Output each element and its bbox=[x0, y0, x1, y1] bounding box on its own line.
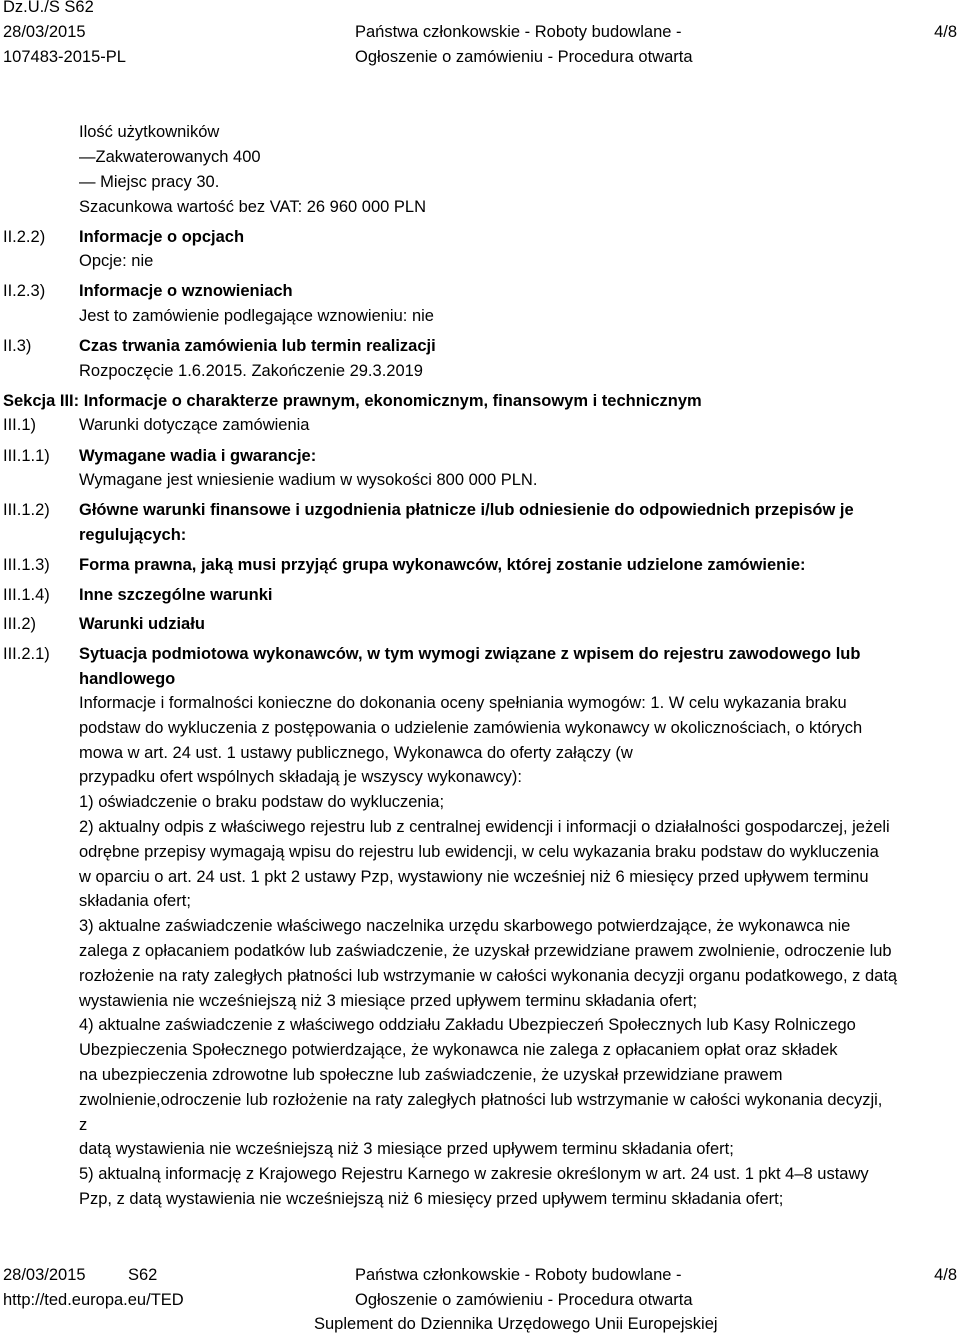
footer-url[interactable]: http://ted.europa.eu/TED bbox=[3, 1291, 184, 1309]
estimated-value: Szacunkowa wartość bez VAT: 26 960 000 PLN bbox=[79, 198, 426, 216]
section-title: Czas trwania zamówienia lub termin realizacji bbox=[79, 337, 436, 355]
header-ref: 107483-2015-PL bbox=[3, 48, 126, 66]
section-title: Inne szczególne warunki bbox=[79, 586, 273, 604]
header-title-line1: Państwa członkowskie - Roboty budowlane - bbox=[355, 23, 682, 41]
section-number: III.1.1) bbox=[3, 447, 50, 465]
paragraph-line: podstaw do wykluczenia z postępowania o udzielenie zamówienia wykonawcy w okolicznościach, o których bbox=[79, 718, 863, 737]
paragraph-line: przypadku ofert wspólnych składają je wszyscy wykonawcy): bbox=[79, 768, 522, 787]
section-title: Główne warunki finansowe i uzgodnienia płatnicze i/lub odniesienie do odpowiednich przepisów je bbox=[79, 501, 854, 519]
section-title-continued: handlowego bbox=[79, 670, 176, 688]
paragraph-line: rozłożenie na raty zaległych płatności lub wstrzymanie w całości wykonania decyzji organu podatkowego, z datą bbox=[79, 966, 898, 985]
paragraph-line: na ubezpieczenia zdrowotne lub społeczne lub zaświadczenie, że uzyskał przewidziane prawem bbox=[79, 1065, 783, 1084]
section-title: Warunki dotyczące zamówienia bbox=[79, 416, 310, 434]
paragraph-line: składania ofert; bbox=[79, 892, 191, 911]
paragraph-line: Pzp, z datą wystawienia nie wcześniejszą niż 6 miesięcy przed upływem terminu składania ofert; bbox=[79, 1189, 784, 1208]
section-number: II.2.2) bbox=[3, 228, 46, 246]
paragraph-line: 5) aktualną informację z Krajowego Rejestru Karnego w zakresie określonym w art. 24 ust. 1 pkt 4–8 ustawy bbox=[79, 1165, 869, 1184]
section-title: Sytuacja podmiotowa wykonawców, w tym wymogi związane z wpisem do rejestru zawodowego lub bbox=[79, 645, 861, 663]
section-number: II.3) bbox=[3, 337, 32, 355]
section-number: III.1.3) bbox=[3, 556, 50, 574]
section-number: II.2.3) bbox=[3, 282, 46, 300]
section-title: Warunki udziału bbox=[79, 615, 205, 633]
accommodated-count: —Zakwaterowanych 400 bbox=[79, 148, 261, 166]
workplaces-count: — Miejsc pracy 30. bbox=[79, 173, 220, 191]
section-title: Informacje o opcjach bbox=[79, 228, 245, 246]
section-iii-heading: Sekcja III: Informacje o charakterze prawnym, ekonomicznym, finansowym i technicznym bbox=[3, 392, 702, 410]
paragraph-line: z bbox=[79, 1115, 88, 1134]
paragraph-line: Ubezpieczenia Społecznego potwierdzające, że wykonawca nie zalega z opłacaniem opłat oraz składek bbox=[79, 1041, 838, 1060]
header-date: 28/03/2015 bbox=[3, 23, 86, 41]
paragraph-line: zwolnienie,odroczenie lub rozłożenie na raty zaległych płatności lub wstrzymanie w całości wykonania decyzji, bbox=[79, 1090, 883, 1109]
section-title: Wymagane wadia i gwarancje: bbox=[79, 447, 317, 465]
footer-page-number: 4/8 bbox=[934, 1266, 957, 1284]
section-number: III.1) bbox=[3, 416, 37, 434]
footer-title-line1: Państwa członkowskie - Roboty budowlane - bbox=[355, 1266, 682, 1284]
footer-title-line2: Ogłoszenie o zamówieniu - Procedura otwarta bbox=[355, 1291, 693, 1309]
section-text: Opcje: nie bbox=[79, 252, 154, 270]
section-number: III.2) bbox=[3, 615, 37, 633]
section-number: III.1.4) bbox=[3, 586, 50, 604]
paragraph-line: 1) oświadczenie o braku podstaw do wykluczenia; bbox=[79, 793, 445, 812]
paragraph-line: zalega z opłacaniem podatków lub zaświadczenie, że uzyskał przewidziane prawem zwolnienie, odroczenie lub bbox=[79, 941, 892, 960]
section-text: Rozpoczęcie 1.6.2015. Zakończenie 29.3.2019 bbox=[79, 362, 423, 380]
paragraph-line: 2) aktualny odpis z właściwego rejestru lub z centralnej ewidencji i informacji o działalności gospodarczej, jeżeli bbox=[79, 817, 890, 836]
section-text: Jest to zamówienie podlegające wznowieniu: nie bbox=[79, 307, 434, 325]
paragraph-line: datą wystawienia nie wcześniejszą niż 3 miesiące przed upływem terminu składania ofert; bbox=[79, 1140, 734, 1159]
paragraph-line: w oparciu o art. 24 ust. 1 pkt 2 ustawy Pzp, wystawiony nie wcześniej niż 6 miesięcy przed upływem terminu bbox=[79, 867, 869, 886]
section-title: Forma prawna, jaką musi przyjąć grupa wykonawców, której zostanie udzielone zamówienie: bbox=[79, 556, 806, 574]
footer-title-line3: Suplement do Dziennika Urzędowego Unii Europejskiej bbox=[314, 1315, 718, 1333]
section-text: Wymagane jest wniesienie wadium w wysokości 800 000 PLN. bbox=[79, 471, 538, 489]
paragraph-line: mowa w art. 24 ust. 1 ustawy publicznego, Wykonawca do oferty załączy (w bbox=[79, 743, 633, 762]
footer-date: 28/03/2015 bbox=[3, 1266, 86, 1284]
paragraph-line: Informacje i formalności konieczne do dokonania oceny spełniania wymogów: 1. W celu wykazania braku bbox=[79, 694, 847, 712]
header-doc-id: Dz.U./S S62 bbox=[3, 0, 94, 16]
section-number: III.2.1) bbox=[3, 645, 50, 663]
header-page-number: 4/8 bbox=[934, 23, 957, 41]
section-title: Informacje o wznowieniach bbox=[79, 282, 293, 300]
header-title-line2: Ogłoszenie o zamówieniu - Procedura otwarta bbox=[355, 48, 693, 66]
paragraph-line: 3) aktualne zaświadczenie właściwego naczelnika urzędu skarbowego potwierdzające, że wykonawca nie bbox=[79, 917, 851, 936]
users-count-label: Ilość użytkowników bbox=[79, 123, 220, 141]
footer-series: S62 bbox=[128, 1266, 158, 1284]
paragraph-line: wystawienia nie wcześniejszą niż 3 miesiące przed upływem terminu składania ofert; bbox=[79, 991, 698, 1010]
section-title-continued: regulujących: bbox=[79, 526, 187, 544]
paragraph-line: odrębne przepisy wymagają wpisu do rejestru lub ewidencji, w celu wykazania braku podstaw do wykluczenia bbox=[79, 842, 879, 861]
paragraph-line: 4) aktualne zaświadczenie z właściwego oddziału Zakładu Ubezpieczeń Społecznych lub Kasy Rolniczego bbox=[79, 1016, 856, 1035]
conditions-paragraph bbox=[79, 691, 954, 1212]
section-number: III.1.2) bbox=[3, 501, 50, 519]
